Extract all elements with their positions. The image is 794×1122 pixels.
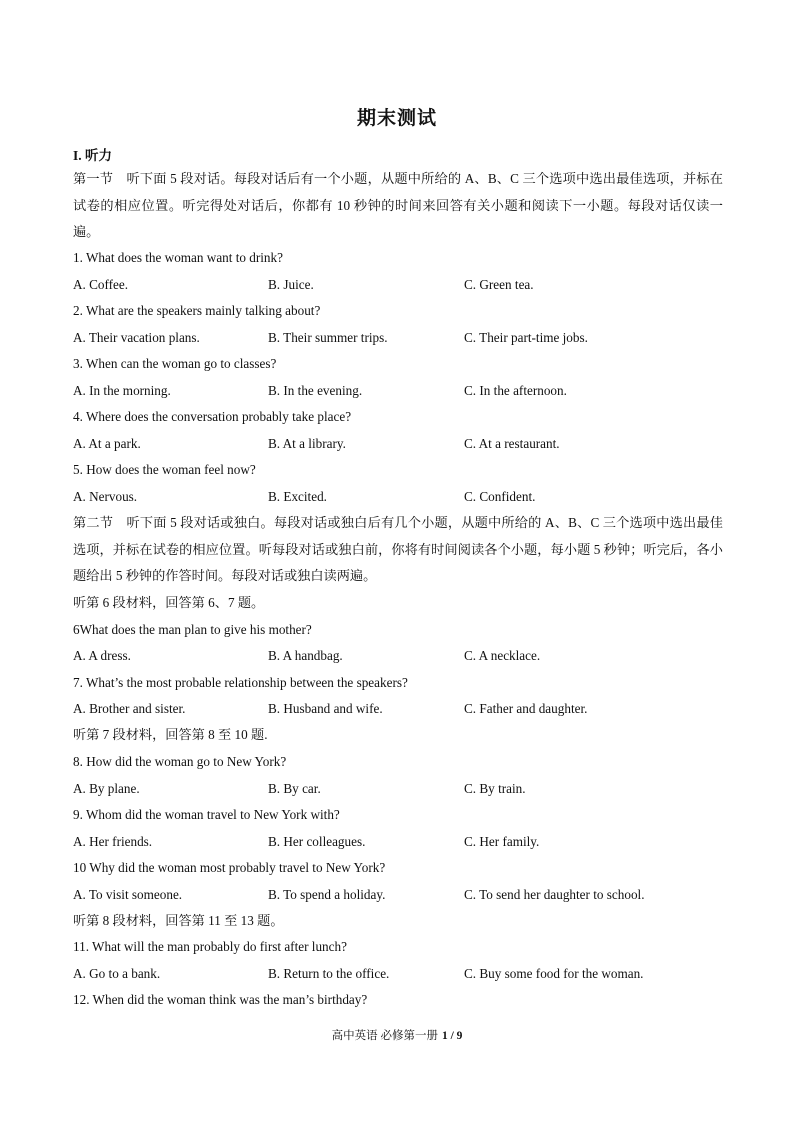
q9-option-a: A. Her friends.	[73, 834, 153, 849]
q5-option-b: B. Excited.	[268, 489, 327, 504]
material-note-6: 听第 6 段材料，回答第 6、7 题。	[73, 595, 265, 610]
material-note-8: 听第 8 段材料，回答第 11 至 13 题。	[73, 913, 284, 928]
question-5: 5. How does the woman feel now?	[73, 462, 256, 477]
q10-option-b: B. To spend a holiday.	[268, 887, 386, 902]
page-footer	[0, 1027, 794, 1043]
q2-option-a: A. Their vacation plans.	[73, 330, 200, 345]
question-3: 3. When can the woman go to classes?	[73, 356, 277, 371]
q1-option-c: C. Green tea.	[464, 277, 534, 292]
q2-option-b: B. Their summer trips.	[268, 330, 388, 345]
q9-option-b: B. Her colleagues.	[268, 834, 366, 849]
q7-option-b: B. Husband and wife.	[268, 701, 383, 716]
q4-option-a: A. At a park.	[73, 436, 141, 451]
q8-option-b: B. By car.	[268, 781, 321, 796]
q9-option-c: C. Her family.	[464, 834, 540, 849]
q6-option-b: B. A handbag.	[268, 648, 343, 663]
section-heading-listening: I. 听力	[73, 148, 113, 163]
q2-option-c: C. Their part-time jobs.	[464, 330, 588, 345]
q1-option-b: B. Juice.	[268, 277, 314, 292]
question-8: 8. How did the woman go to New York?	[73, 754, 287, 769]
q4-option-c: C. At a restaurant.	[464, 436, 560, 451]
q6-option-a: A. A dress.	[73, 648, 131, 663]
material-note-7: 听第 7 段材料，回答第 8 至 10 题.	[73, 727, 268, 742]
question-1: 1. What does the woman want to drink?	[73, 250, 283, 265]
q3-option-c: C. In the afternoon.	[464, 383, 567, 398]
page-title: 期末测试	[356, 108, 437, 129]
q11-option-a: A. Go to a bank.	[73, 966, 161, 981]
footer-course: 高中英语 必修第一册	[331, 1030, 438, 1042]
q1-option-a: A. Coffee.	[73, 277, 129, 292]
q11-option-b: B. Return to the office.	[268, 966, 390, 981]
question-7: 7. What’s the most probable relationship between the speakers?	[73, 675, 408, 690]
q7-option-c: C. Father and daughter.	[464, 701, 588, 716]
q10-option-a: A. To visit someone.	[73, 887, 183, 902]
q7-option-a: A. Brother and sister.	[73, 701, 186, 716]
part2-instructions: 第二节 听下面 5 段对话或独白。每段对话或独白后有几个小题，从题中所给的 A、B、C 三个选项中选出最佳选项，并标在试卷的相应位置。听每段对话或独白前，你将有时间阅读各个小题，每小题 5 秒钟；听完后，各小题给出 5 秒钟的作答时间。每段对话或独白读两遍。	[73, 515, 723, 583]
question-2: 2. What are the speakers mainly talking about?	[73, 303, 321, 318]
q10-option-c: C. To send her daughter to school.	[464, 887, 645, 902]
q5-option-a: A. Nervous.	[73, 489, 138, 504]
question-10: 10 Why did the woman most probably travel to New York?	[73, 860, 386, 875]
q6-option-c: C. A necklace.	[464, 648, 541, 663]
question-11: 11. What will the man probably do first after lunch?	[73, 939, 347, 954]
q11-option-c: C. Buy some food for the woman.	[464, 966, 644, 981]
question-4: 4. Where does the conversation probably take place?	[73, 409, 352, 424]
q8-option-c: C. By train.	[464, 781, 526, 796]
q4-option-b: B. At a library.	[268, 436, 346, 451]
q8-option-a: A. By plane.	[73, 781, 140, 796]
q3-option-b: B. In the evening.	[268, 383, 363, 398]
part1-instructions: 第一节 听下面 5 段对话。每段对话后有一个小题，从题中所给的 A、B、C 三个选项中选出最佳选项，并标在试卷的相应位置。听完得处对话后，你都有 10 秒钟的时间来回答有关小题和阅读下一小题。每段对话仅读一遍。	[73, 171, 723, 239]
q3-option-a: A. In the morning.	[73, 383, 171, 398]
page-number: 1 / 9	[441, 1030, 463, 1042]
question-12: 12. When did the woman think was the man’s birthday?	[73, 992, 368, 1007]
q5-option-c: C. Confident.	[464, 489, 536, 504]
question-6: 6What does the man plan to give his mother?	[73, 622, 312, 637]
question-9: 9. Whom did the woman travel to New York with?	[73, 807, 340, 822]
